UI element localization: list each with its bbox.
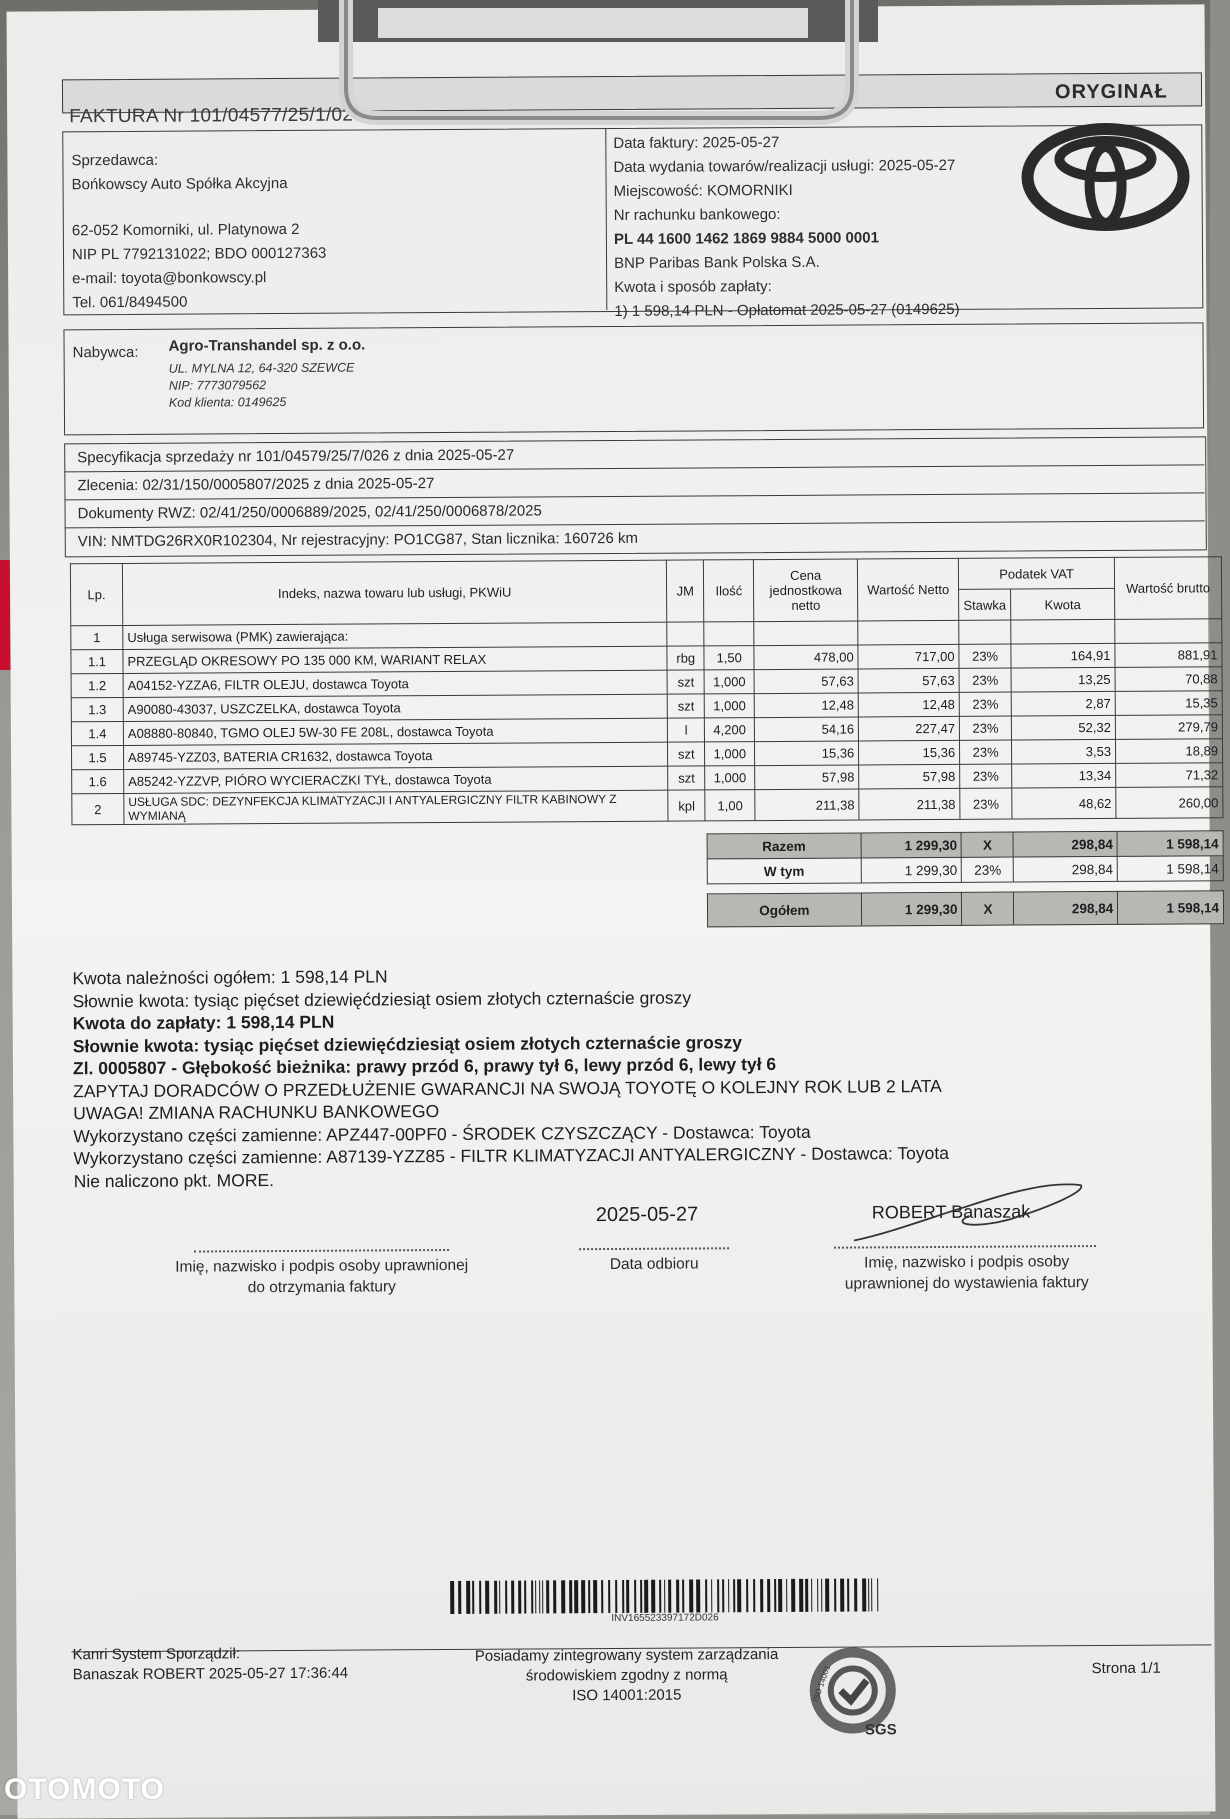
- cell-lp: 1.1: [71, 649, 123, 673]
- cell-unit: l: [668, 718, 705, 742]
- barcode-bar: [811, 1579, 812, 1612]
- cell-net: [858, 620, 959, 645]
- barcode-bar: [450, 1581, 454, 1614]
- otomoto-watermark: OTOMOTO: [4, 1773, 165, 1806]
- cell-name: A89745-YZZ03, BATERIA CR1632, dostawca Toyota: [123, 742, 667, 769]
- barcode-bar: [472, 1581, 474, 1614]
- barcode-bar: [799, 1579, 803, 1612]
- totals-net: 1 299,30: [861, 832, 962, 858]
- iso-line-3: ISO 14001:2015: [572, 1686, 682, 1705]
- header-rate: Stawka: [959, 589, 1011, 620]
- barcode-bar: [817, 1579, 818, 1612]
- barcode-bar: [728, 1579, 729, 1612]
- receipt-date: 2025-05-27: [595, 1203, 699, 1227]
- header-unit: JM: [667, 560, 704, 622]
- header-name: Indeks, nazwa towaru lub usługi, PKWiU: [122, 560, 667, 625]
- seller-section: [71, 148, 326, 316]
- barcode-bar: [485, 1581, 489, 1614]
- cell-qty: 1,000: [705, 766, 755, 790]
- cell-unit: szt: [668, 766, 705, 790]
- barcode-bar: [640, 1580, 642, 1613]
- barcode-bar: [840, 1579, 844, 1612]
- cell-unit: szt: [667, 694, 704, 718]
- barcode-bar: [733, 1579, 735, 1612]
- barcode-bar: [868, 1578, 869, 1611]
- barcode-bar: [466, 1581, 470, 1614]
- cell-vat: 13,25: [1011, 667, 1115, 692]
- cell-name: A08880-80840, TGMO OLEJ 5W-30 FE 208L, dostawca Toyota: [123, 718, 667, 745]
- barcode-bar: [821, 1579, 822, 1612]
- spec-orders: Zlecenia: 02/31/150/0005807/2025 z dnia 2025-05-27: [77, 475, 435, 495]
- cell-qty: 1,000: [704, 670, 754, 694]
- barcode-bar: [847, 1579, 849, 1612]
- cell-price: [754, 621, 858, 646]
- issuer-label-line-2: uprawnionej do wystawienia faktury: [844, 1274, 1089, 1293]
- cell-rate: 23%: [959, 692, 1011, 716]
- tread-depth: Zl. 0005807 - Głębokość bieżnika: prawy przód 6, prawy tył 6, lewy przód 6, lewy tył 6: [72, 1054, 777, 1079]
- barcode-bar: [651, 1580, 655, 1613]
- receiver-signature-line: [194, 1249, 449, 1253]
- buyer-nip: NIP: 7773079562: [168, 378, 267, 393]
- header-lp: Lp.: [70, 563, 122, 625]
- barcode-bar: [581, 1580, 585, 1613]
- barcode-bar: [535, 1580, 536, 1613]
- receiver-signature-label: [154, 1255, 489, 1299]
- cell-vat: 2,87: [1011, 691, 1115, 716]
- barcode-bar: [524, 1581, 526, 1614]
- totals-gross: 1 598,14: [1117, 856, 1223, 882]
- bank-change-note: UWAGA! ZMIANA RACHUNKU BANKOWEGO: [73, 1101, 440, 1124]
- barcode-bar: [767, 1579, 770, 1612]
- barcode-bar: [499, 1581, 500, 1614]
- barcode-bar: [626, 1580, 629, 1613]
- cell-name: A90080-43037, USZCZELKA, dostawca Toyota: [123, 694, 667, 721]
- cell-lp: 1.4: [71, 721, 123, 745]
- due-total: Kwota należności ogółem: 1 598,14 PLN: [72, 966, 388, 989]
- header-vat-group: Podatek VAT: [958, 557, 1114, 589]
- barcode-bar: [539, 1580, 540, 1613]
- cell-gross: 70,88: [1115, 667, 1222, 692]
- buyer-details: [169, 360, 355, 412]
- iso-line-2: środowiskiem zgodny z normą: [525, 1666, 728, 1685]
- footer-iso-text: [462, 1645, 792, 1707]
- barcode-bar: [505, 1581, 507, 1614]
- totals-net: 1 299,30: [861, 857, 962, 883]
- items-body: [71, 619, 1223, 825]
- barcode-bar: [542, 1580, 543, 1613]
- issuer-label-line-1: Imię, nazwisko i podpis osoby: [864, 1253, 1070, 1272]
- seller-label: Sprzedawca:: [71, 151, 159, 170]
- cell-unit: szt: [668, 742, 705, 766]
- issuer-name: ROBERT Banaszak: [871, 1201, 1031, 1223]
- cell-unit: rbg: [667, 646, 704, 670]
- clipboard-clip-icon: [318, 0, 878, 125]
- cell-qty: 1,00: [705, 790, 755, 821]
- cell-rate: 23%: [960, 764, 1012, 788]
- barcode-bar: [774, 1579, 776, 1612]
- payment-method: 1) 1 598,14 PLN - Opłatomat 2025-05-27 (0149625): [614, 300, 960, 320]
- cell-price: 54,16: [755, 717, 859, 742]
- cell-lp: 1.2: [71, 673, 123, 697]
- header-net: Wartość Netto: [858, 558, 959, 621]
- barcode-bar: [561, 1580, 565, 1613]
- barcode-bar: [696, 1579, 700, 1612]
- cell-net: 227,47: [859, 716, 960, 741]
- barcode-bar: [711, 1579, 712, 1612]
- barcode-bar: [593, 1580, 597, 1613]
- cell-rate: 23%: [959, 716, 1011, 740]
- barcode-bar: [622, 1580, 624, 1613]
- totals-net: 1 299,30: [861, 892, 962, 926]
- barcode-bar: [458, 1581, 461, 1614]
- seller-email: e-mail: toyota@bonkowscy.pl: [72, 269, 267, 288]
- barcode-bar: [676, 1580, 679, 1613]
- cell-gross: 71,32: [1116, 763, 1223, 788]
- cell-net: 57,63: [858, 668, 959, 693]
- cell-vat: 13,34: [1012, 763, 1116, 788]
- account-label: Nr rachunku bankowego:: [613, 205, 781, 224]
- cell-net: 211,38: [859, 788, 960, 820]
- buyer-name: Agro-Transhandel sp. z o.o.: [168, 336, 366, 355]
- barcode-bar: [737, 1579, 741, 1612]
- cell-qty: 4,200: [705, 718, 755, 742]
- copy-type-label: ORYGINAŁ: [1054, 80, 1168, 104]
- totals-rate: X: [962, 892, 1014, 925]
- cell-lp: 2: [72, 793, 124, 824]
- totals-label: Razem: [707, 833, 861, 859]
- warranty-note: ZAPYTAJ DORADCÓW O PRZEDŁUŻENIE GWARANCJI NA SWOJĄ TOYOTĘ O KOLEJNY ROK LUB 2 LATA: [73, 1075, 942, 1101]
- to-pay: Kwota do zapłaty: 1 598,14 PLN: [72, 1011, 335, 1034]
- barcode-bar: [877, 1578, 878, 1611]
- cell-gross: 18,89: [1115, 739, 1222, 764]
- totals-vat: 298,84: [1014, 891, 1118, 925]
- toyota-logo-icon: [1022, 122, 1189, 231]
- barcode-bar: [791, 1579, 795, 1612]
- barcode-bar: [494, 1581, 497, 1614]
- invoice-info-section: [613, 130, 959, 324]
- receiver-label-line-2: do otrzymania faktury: [247, 1278, 396, 1297]
- footer-author: Banaszak ROBERT 2025-05-27 17:36:44: [72, 1664, 349, 1684]
- barcode-bar: [717, 1579, 719, 1612]
- spec-sales: Specyfikacja sprzedaży nr 101/04579/25/7/026 z dnia 2025-05-27: [77, 446, 515, 467]
- barcode-bar: [659, 1580, 661, 1613]
- cell-price: 211,38: [755, 789, 859, 821]
- cell-net: 57,98: [859, 764, 960, 789]
- issuer-signature-label: [814, 1251, 1119, 1295]
- barcode-bar: [615, 1580, 617, 1613]
- cell-price: 15,36: [755, 741, 859, 766]
- seller-address: 62-052 Komorniki, ul. Platynowa 2: [71, 220, 300, 240]
- table-row: [72, 787, 1223, 825]
- barcode-bar: [705, 1579, 707, 1612]
- totals-rate: 23%: [962, 857, 1014, 882]
- cell-net: 12,48: [858, 692, 959, 717]
- account-number: PL 44 1600 1462 1869 9884 5000 0001: [613, 229, 879, 248]
- cell-qty: [704, 622, 754, 646]
- buyer-client-code: Kod klienta: 0149625: [168, 394, 287, 410]
- receipt-date-label: Data odbioru: [609, 1255, 699, 1274]
- header-qty: Ilość: [704, 560, 754, 622]
- barcode-bar: [608, 1580, 610, 1613]
- sgs-certification-icon: [807, 1646, 908, 1739]
- barcode-bar: [664, 1580, 665, 1613]
- barcode-bar: [668, 1580, 671, 1613]
- barcode-bar: [778, 1579, 782, 1612]
- cell-name: USŁUGA SDC: DEZYNFEKCJA KLIMATYZACJI I ANTYALERGICZNY FILTR KABINOWY Z WYMIANĄ: [124, 790, 669, 824]
- items-table: [70, 556, 1224, 825]
- seller-name: Bońkowscy Auto Spółka Akcyjna: [71, 174, 288, 194]
- buyer-label: Nabywca:: [72, 343, 139, 362]
- barcode-bar: [753, 1579, 755, 1612]
- more-note: Nie naliczono pkt. MORE.: [73, 1169, 275, 1191]
- footer-system: [72, 1644, 348, 1686]
- cell-gross: 279,79: [1115, 715, 1222, 740]
- totals-gross: 1 598,14: [1117, 831, 1223, 857]
- signature-scribble-icon: [849, 1177, 1089, 1248]
- seller-nip: NIP PL 7792131022; BDO 000127363: [71, 244, 327, 264]
- cell-gross: 881,91: [1115, 643, 1222, 668]
- invoice-page: [7, 4, 1220, 1818]
- barcode-bar: [511, 1581, 514, 1614]
- barcode-bar: [518, 1581, 521, 1614]
- cell-lp: 1.6: [72, 769, 124, 793]
- cell-gross: 15,35: [1115, 691, 1222, 716]
- totals-rate: X: [961, 832, 1013, 857]
- due-words: Słownie kwota: tysiąc pięćset dziewięćdziesiąt osiem złotych czternaście groszy: [72, 987, 692, 1011]
- cell-name: Usługa serwisowa (PMK) zawierająca:: [123, 622, 667, 649]
- totals-label: W tym: [707, 858, 861, 884]
- cell-price: 478,00: [754, 645, 858, 670]
- cell-vat: 48,62: [1012, 787, 1116, 819]
- cell-rate: 23%: [960, 788, 1012, 819]
- cell-vat: 3,53: [1012, 739, 1116, 764]
- cell-price: 12,48: [754, 693, 858, 718]
- barcode-bar: [805, 1579, 808, 1612]
- receipt-date-line: [579, 1247, 729, 1250]
- cell-net: 717,00: [858, 644, 959, 669]
- receiver-label-line-1: Imię, nazwisko i podpis osoby uprawnionej: [175, 1256, 469, 1276]
- cell-gross: [1115, 619, 1222, 644]
- cell-name: A04152-YZZA6, FILTR OLEJU, dostawca Toyota: [123, 670, 667, 697]
- sgs-label: SGS: [864, 1721, 897, 1739]
- buyer-address: UL. MYLNA 12, 64-320 SZEWCE: [168, 360, 355, 376]
- barcode-bar: [786, 1579, 787, 1612]
- barcode-bar: [825, 1579, 829, 1612]
- barcode-bar: [553, 1580, 556, 1613]
- bank-name: BNP Paribas Bank Polska S.A.: [614, 253, 820, 272]
- barcode-bar: [634, 1580, 636, 1613]
- barcode-bar: [746, 1579, 748, 1612]
- barcode-bar: [588, 1580, 590, 1613]
- barcode-bar: [601, 1580, 603, 1613]
- totals-razem-row: [707, 831, 1223, 859]
- cell-vat: 52,32: [1011, 715, 1115, 740]
- cell-vat: 164,91: [1011, 643, 1115, 668]
- barcode-bar: [722, 1579, 724, 1612]
- delivery-date: Data wydania towarów/realizacji usługi: 2025-05-27: [613, 156, 956, 176]
- totals-vat: 298,84: [1014, 856, 1118, 882]
- barcode-bar: [546, 1580, 549, 1613]
- cell-qty: 1,50: [704, 646, 754, 670]
- to-pay-words: Słownie kwota: tysiąc pięćset dziewięćdziesiąt osiem złotych czternaście groszy: [72, 1031, 743, 1056]
- barcode-bar: [760, 1579, 763, 1612]
- cell-unit: szt: [667, 670, 704, 694]
- footer-system-label: Kanri System Sporządził:: [72, 1645, 241, 1664]
- barcode-bar: [871, 1578, 872, 1611]
- totals-gross: 1 598,14: [1118, 891, 1224, 925]
- cell-price: 57,98: [755, 765, 859, 790]
- barcode-bar: [479, 1581, 481, 1614]
- cell-unit: [667, 622, 704, 646]
- barcode-bar: [834, 1579, 836, 1612]
- cell-name: PRZEGLĄD OKRESOWY PO 135 000 KM, WARIANT RELAX: [123, 646, 667, 673]
- totals-wtym-row: [707, 856, 1223, 884]
- payment-label: Kwota i sposób zapłaty:: [614, 278, 772, 296]
- cell-price: 57,63: [754, 669, 858, 694]
- header-vat-amount: Kwota: [1011, 588, 1115, 620]
- invoice-number: FAKTURA Nr 101/04577/25/1/026: [69, 104, 365, 128]
- place: Miejscowość: KOMORNIKI: [613, 181, 793, 200]
- barcode-bar: [862, 1578, 866, 1611]
- cell-vat: [1011, 619, 1115, 644]
- cell-gross: 260,00: [1116, 787, 1223, 819]
- totals-table: [707, 830, 1225, 927]
- totals-ogolem-row: [707, 891, 1223, 927]
- cell-rate: 23%: [959, 644, 1011, 668]
- invoice-date: Data faktury: 2025-05-27: [613, 133, 780, 152]
- notes-section: [72, 962, 949, 1192]
- page-number: Strona 1/1: [1091, 1659, 1161, 1678]
- barcode-bar: [531, 1580, 533, 1613]
- iso-line-1: Posiadamy zintegrowany system zarządzania: [474, 1645, 779, 1665]
- cell-lp: 1: [71, 625, 123, 649]
- barcode-bar: [569, 1580, 572, 1613]
- cell-lp: 1.3: [71, 697, 123, 721]
- barcode-bar: [854, 1579, 857, 1612]
- cell-name: A85242-YZZVP, PIÓRO WYCIERACZKI TYŁ, dostawca Toyota: [124, 766, 668, 793]
- cell-lp: 1.5: [71, 745, 123, 769]
- cell-rate: 23%: [959, 668, 1011, 692]
- cell-unit: kpl: [668, 790, 705, 821]
- totals-label: Ogółem: [707, 893, 861, 927]
- barcode-bar: [682, 1580, 684, 1613]
- sgs-ring-text: ISO 14001: [810, 1664, 833, 1704]
- barcode-bar: [574, 1580, 578, 1613]
- cell-rate: [959, 620, 1011, 644]
- part-note-2: Wykorzystano części zamienne: A87139-YZZ85 - FILTR KLIMATYZACJI ANTYALERGICZNY - Dostawca: Toyota: [73, 1142, 950, 1169]
- totals-vat: 298,84: [1013, 831, 1117, 857]
- spec-vin: VIN: NMTDG26RX0R102304, Nr rejestracyjny: PO1CG87, Stan licznika: 160726 km: [77, 529, 639, 551]
- header-gross: Wartość brutto: [1114, 557, 1221, 620]
- header-unit-price: Cena jednostkowa netto: [754, 559, 858, 622]
- spec-rwz-docs: Dokumenty RWZ: 02/41/250/0006889/2025, 02/41/250/0006878/2025: [77, 502, 542, 523]
- cell-qty: 1,000: [705, 742, 755, 766]
- part-note-1: Wykorzystano części zamienne: APZ447-00PF0 - ŚRODEK CZYSZCZĄCY - Dostawca: Toyota: [73, 1121, 811, 1146]
- barcode-bar: [644, 1580, 648, 1613]
- barcode-icon: [450, 1578, 878, 1614]
- cell-rate: 23%: [960, 740, 1012, 764]
- cell-qty: 1,000: [704, 694, 754, 718]
- cell-net: 15,36: [859, 740, 960, 765]
- barcode-text: INV165523397172D026: [611, 1612, 719, 1625]
- seller-phone: Tel. 061/8494500: [72, 293, 188, 312]
- barcode-bar: [689, 1580, 693, 1613]
